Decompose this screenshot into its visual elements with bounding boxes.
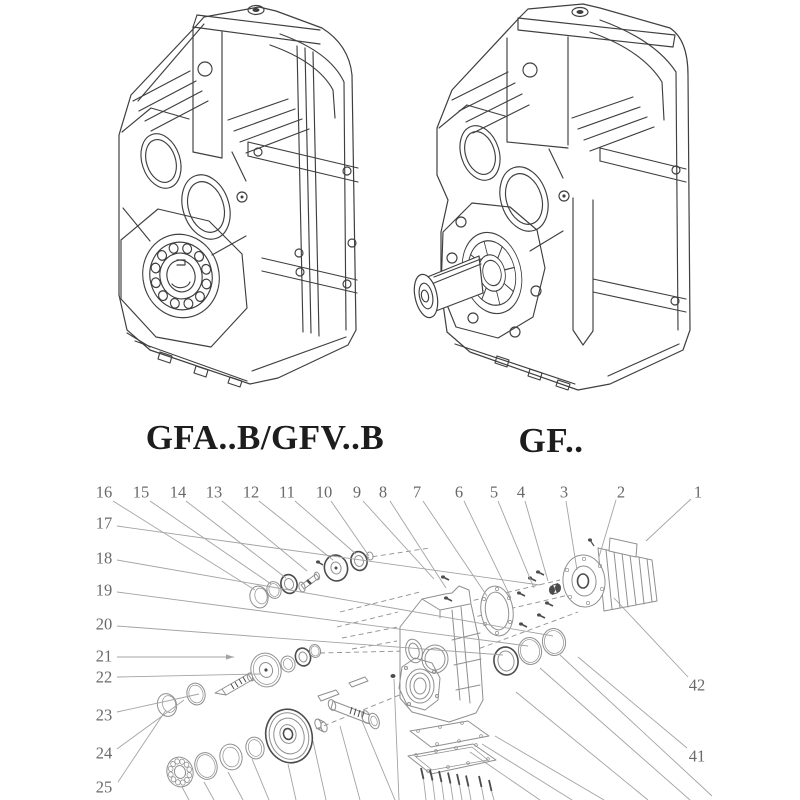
callout-number-10: 10	[315, 482, 333, 502]
leader-line-42	[614, 598, 688, 677]
leader-line-25	[118, 710, 166, 782]
callout-number-12: 12	[242, 482, 260, 502]
callout-number-24: 24	[95, 743, 113, 763]
part-output-gear-set	[164, 704, 329, 790]
callout-number-4: 4	[516, 482, 526, 502]
callout-number-9: 9	[352, 482, 362, 502]
exploded-diagram	[96, 483, 712, 800]
callout-number-3: 3	[559, 482, 569, 502]
callout-number-19: 19	[95, 580, 113, 600]
leader-line-1	[646, 499, 691, 541]
callout-number-2: 2	[616, 482, 626, 502]
part-flange-cover	[478, 584, 517, 638]
leader-line-24	[117, 700, 184, 749]
callout-number-8: 8	[378, 482, 388, 502]
callout-number-16: 16	[95, 482, 113, 502]
callout-number-17: 17	[95, 513, 113, 533]
leader-arrow-21	[226, 654, 234, 659]
gearbox-drawing-gf	[411, 4, 690, 390]
callout-number-15: 15	[132, 482, 150, 502]
part-seal-rings	[155, 681, 208, 719]
callout-number-5: 5	[489, 482, 499, 502]
part-gasket-cover	[408, 721, 496, 774]
callout-number-7: 7	[412, 482, 422, 502]
part-coupling-bushing	[549, 584, 561, 595]
leader-line-11	[295, 501, 356, 554]
model-label-right: GF..	[518, 421, 584, 460]
leader-line-10	[331, 501, 369, 556]
callout-number-13: 13	[205, 482, 223, 502]
part-cover-bolts	[421, 768, 494, 800]
leader-line-16	[113, 501, 255, 590]
callout-number-20: 20	[95, 614, 113, 634]
callout-number-6: 6	[454, 482, 464, 502]
model-label-left: GFA..B/GFV..B	[145, 418, 385, 457]
leader-line-15	[150, 501, 271, 584]
assembly-bolt	[391, 674, 396, 678]
callout-number-18: 18	[95, 548, 113, 568]
part-intermediate-gear-set	[215, 643, 322, 695]
part-keys-and-shaft	[318, 677, 381, 730]
callout-number-22: 22	[95, 667, 113, 687]
leader-line-41	[578, 657, 687, 748]
leader-line-4	[525, 501, 548, 581]
leader-line-7	[423, 501, 487, 596]
callout-number-1: 1	[693, 482, 703, 502]
callout-number-21: 21	[95, 646, 113, 666]
callout-number-14: 14	[169, 482, 187, 502]
leader-line-8	[390, 501, 446, 588]
leader-line-22	[117, 674, 260, 677]
callout-number-41: 41	[688, 746, 706, 766]
gearbox-drawing-gfab	[119, 6, 358, 388]
leader-line-13	[222, 501, 307, 571]
leader-line-9	[363, 501, 434, 579]
part-housing	[391, 586, 484, 722]
callout-number-25: 25	[95, 777, 113, 797]
callout-number-11: 11	[279, 482, 295, 502]
callout-number-23: 23	[95, 705, 113, 725]
part-motor	[560, 538, 657, 611]
callout-number-42: 42	[688, 675, 706, 695]
